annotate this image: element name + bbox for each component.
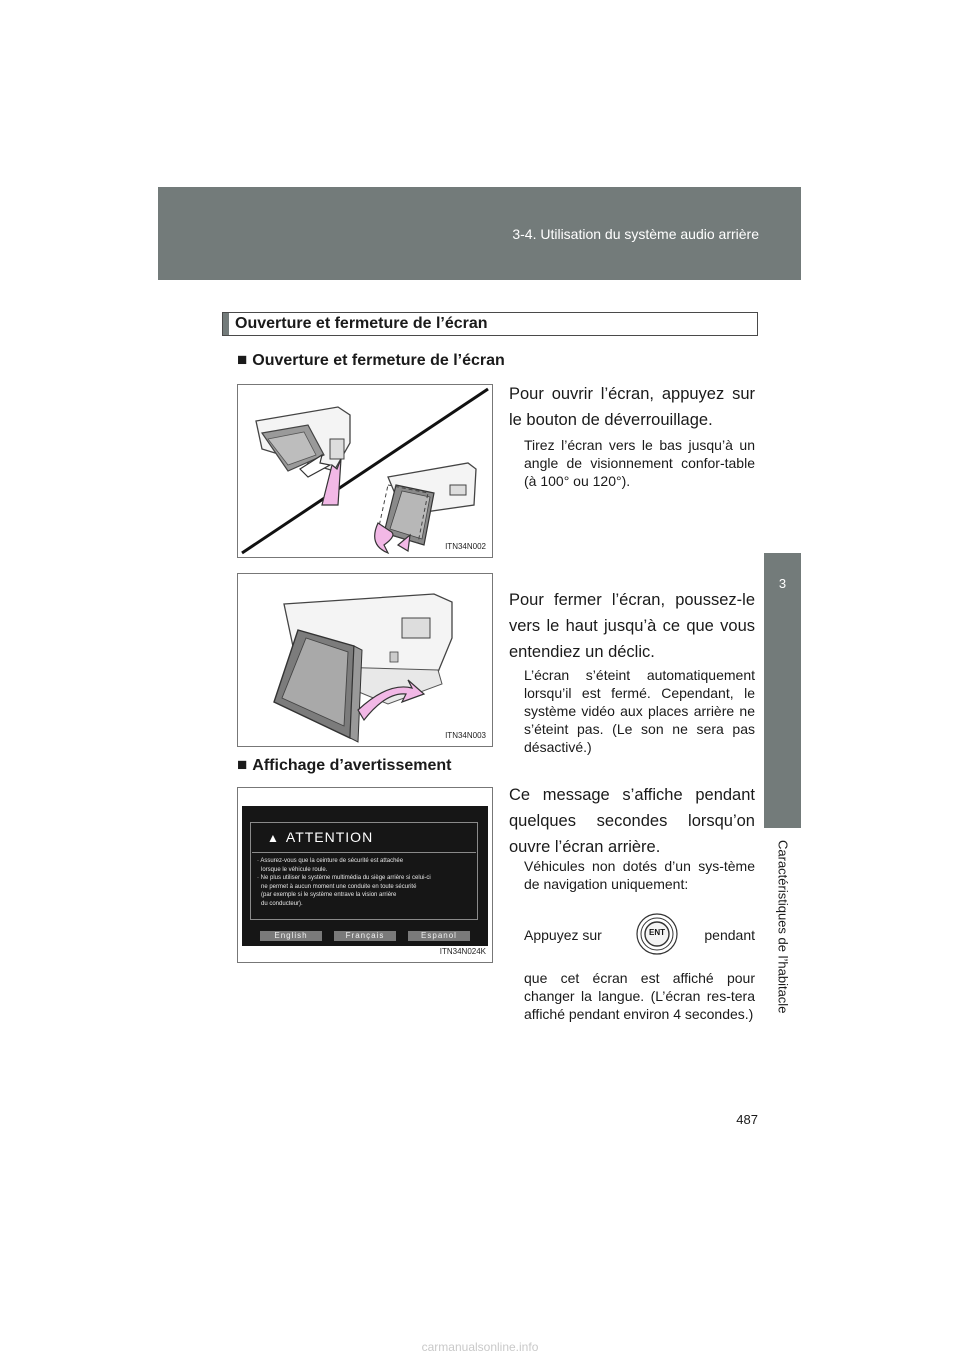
language-button-english[interactable]: English bbox=[260, 931, 322, 941]
paragraph-warning-note: Véhicules non dotés d’un sys-tème de navigation uniquement: bbox=[524, 858, 755, 892]
language-button-espanol[interactable]: Espanol bbox=[408, 931, 470, 941]
figure-code: ITN34N002 bbox=[445, 542, 486, 551]
square-bullet-icon: ■ bbox=[237, 755, 248, 774]
subheading-warning bbox=[237, 755, 451, 775]
language-button-francais[interactable]: Français bbox=[334, 931, 396, 941]
warning-triangle-icon: ▲ bbox=[267, 831, 280, 845]
open-screen-illustration bbox=[238, 385, 492, 557]
warning-heading-text: ATTENTION bbox=[285, 829, 374, 845]
ent-button-icon bbox=[636, 913, 678, 955]
warning-line: du conducteur). bbox=[261, 900, 303, 907]
paragraph-open-note: Tirez l’écran vers le bas jusqu’à un angle de visionnement confor-table (à 100° ou 120°). bbox=[524, 437, 755, 489]
warning-line: (par exemple si le système entrave la vision arrière bbox=[261, 892, 397, 898]
warning-divider bbox=[252, 852, 476, 853]
figure-code: ITN34N003 bbox=[445, 731, 486, 740]
section-title-bar bbox=[222, 312, 758, 336]
warning-screen-display bbox=[242, 806, 488, 946]
warning-panel bbox=[250, 822, 478, 920]
warning-line: ne permet à aucun moment une conduite en toute sécurité bbox=[261, 883, 417, 890]
chapter-header bbox=[158, 187, 801, 280]
section-title: Ouverture et fermeture de l’écran bbox=[235, 315, 488, 332]
chapter-number: 3 bbox=[778, 576, 787, 591]
paragraph-close-note: L’écran s’éteint automatiquement lorsqu’il est fermé. Cependant, le système vidéo aux places arrière ne s’éteint pas. (Le son ne sera pas désactivé.) bbox=[524, 667, 755, 755]
warning-line: · Assurez-vous que la ceinture de sécurité est attachée bbox=[257, 858, 404, 864]
ent-label: ENT bbox=[649, 928, 665, 937]
paragraph-close-main: Pour fermer l’écran, poussez-le vers le haut jusqu’à ce que vous entendiez un déclic. bbox=[509, 591, 755, 661]
figure-warning-screen bbox=[237, 787, 493, 963]
press-text: Appuyez sur bbox=[524, 927, 602, 943]
subheading-text: Affichage d’avertissement bbox=[252, 757, 452, 774]
figure-close-screen bbox=[237, 573, 493, 747]
close-screen-illustration bbox=[238, 574, 492, 746]
warning-line: lorsque le véhicule roule. bbox=[261, 866, 328, 873]
square-bullet-icon: ■ bbox=[237, 350, 248, 369]
press-text-end: pendant bbox=[704, 927, 755, 943]
paragraph-open-main: Pour ouvrir l’écran, appuyez sur le bouton de déverrouillage. bbox=[509, 385, 755, 429]
section-accent bbox=[223, 313, 229, 335]
warning-line: · Ne plus utiliser le système multimédia du siège arrière si celui-ci bbox=[257, 875, 431, 881]
figure-code: ITN34N024K bbox=[439, 947, 486, 956]
paragraph-language-note: que cet écran est affiché pour changer la langue. (L’écran res-tera affiché pendant environ 4 secondes.) bbox=[524, 970, 755, 1022]
subheading-open-close bbox=[237, 350, 505, 370]
subheading-text: Ouverture et fermeture de l’écran bbox=[252, 352, 505, 369]
chapter-tab bbox=[764, 553, 801, 828]
warning-heading bbox=[267, 829, 373, 845]
warning-body bbox=[257, 857, 431, 908]
breadcrumb: 3-4. Utilisation du système audio arrière bbox=[512, 226, 759, 242]
watermark: carmanualsonline.info bbox=[421, 1340, 539, 1354]
chapter-tab-label: Caractéristiques de l’habitacle bbox=[775, 840, 790, 1014]
paragraph-warning-main: Ce message s’affiche pendant quelques secondes lorsqu’on ouvre l’écran arrière. bbox=[509, 786, 755, 856]
page-number: 487 bbox=[736, 1112, 758, 1127]
figure-open-screen bbox=[237, 384, 493, 558]
